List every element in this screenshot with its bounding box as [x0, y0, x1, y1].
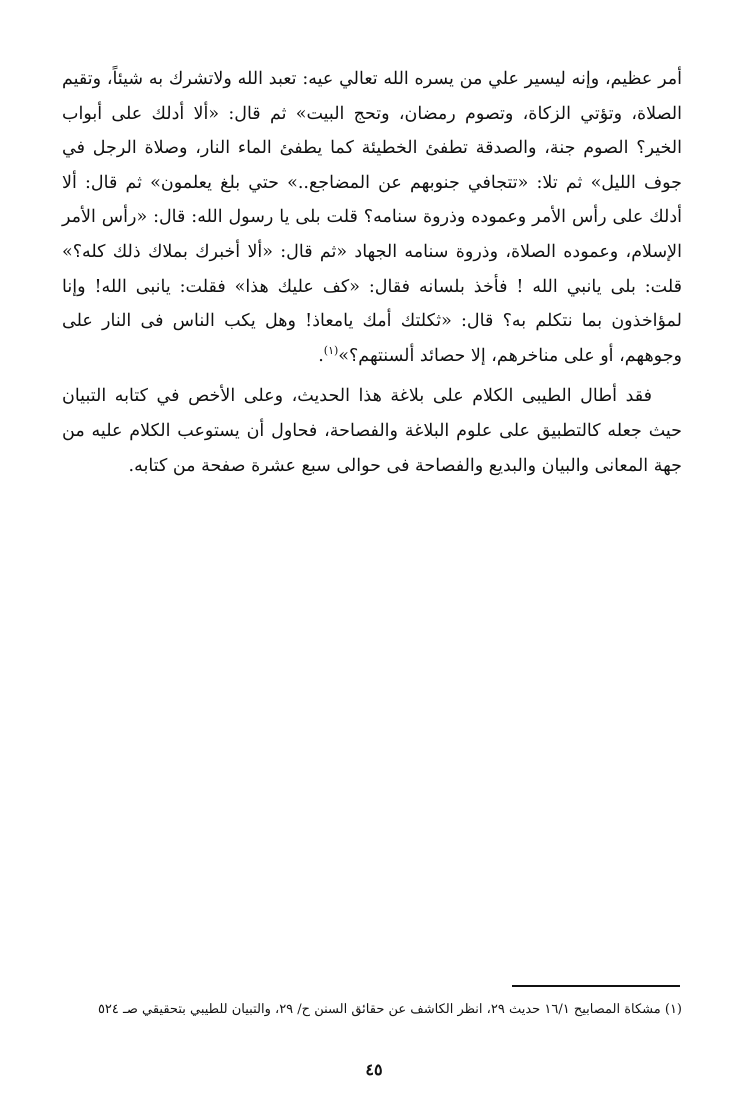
footnote-reference: (١) — [323, 343, 339, 357]
paragraph-hadith-end: . — [318, 345, 324, 366]
paragraph-commentary: فقد أطال الطيبى الكلام على بلاغة هذا الحديث، وعلى الأخص في كتابه التبيان حيث جعله كالتطبيق على علوم البلاغة والفصاحة، فحاول أن يستوعب الكلام عليه من جهة المعانى والبيان والبديع والفصاحة فى حوالى سبع عشرة صفحة من كتابه. — [62, 386, 682, 476]
paragraph-hadith — [62, 62, 682, 373]
footnote-divider — [512, 985, 680, 987]
page-number: ٤٥ — [365, 1060, 383, 1079]
footnote: (١) مشكاة المصابيح ١٦/١ حديث ٢٩، انظر الكاشف عن حقائق السنن ح/ ٢٩، والتبيان للطيبي بتحقيقي صـ ٥٢٤ — [97, 1002, 682, 1017]
paragraph-hadith-text: أمر عظيم، وإنه ليسير علي من يسره الله تعالي عيه: تعبد الله ولاتشرك به شيئاً، وتقيم الصلاة، وتؤتي الزكاة، وتصوم رمضان، وتحج البيت» ثم قال: «ألا أدلك على أبواب الخير؟ الصوم جنة، والصدقة تطفئ الخطيئة كما يطفئ الماء النار، وصلاة الرجل في جوف الليل» ثم تلا: «تتجافي جنوبهم عن المضاجع..» حتي بلغ يعلمون» ثم قال: ألا أدلك على رأس الأمر وعموده وذروة سنامه؟ قلت بلى يا رسول الله: قال: «رأس الأمر الإسلام، وعموده الصلاة، وذروة سنامه الجهاد «ثم قال: «ألا أخبرك بملاك ذلك كله؟» قلت: بلى يانبي الله ! فأخذ بلسانه فقال: «كف عليك هذا» فقلت: يانبى الله! وإنا لمؤاخذون بما نتكلم به؟ قال: «ثكلتك أمك يامعاذ! وهل يكب الناس فى النار على وجوههم، أو على مناخرهم، إلا حصائد ألسنتهم؟» — [62, 69, 682, 366]
main-text — [62, 62, 682, 483]
